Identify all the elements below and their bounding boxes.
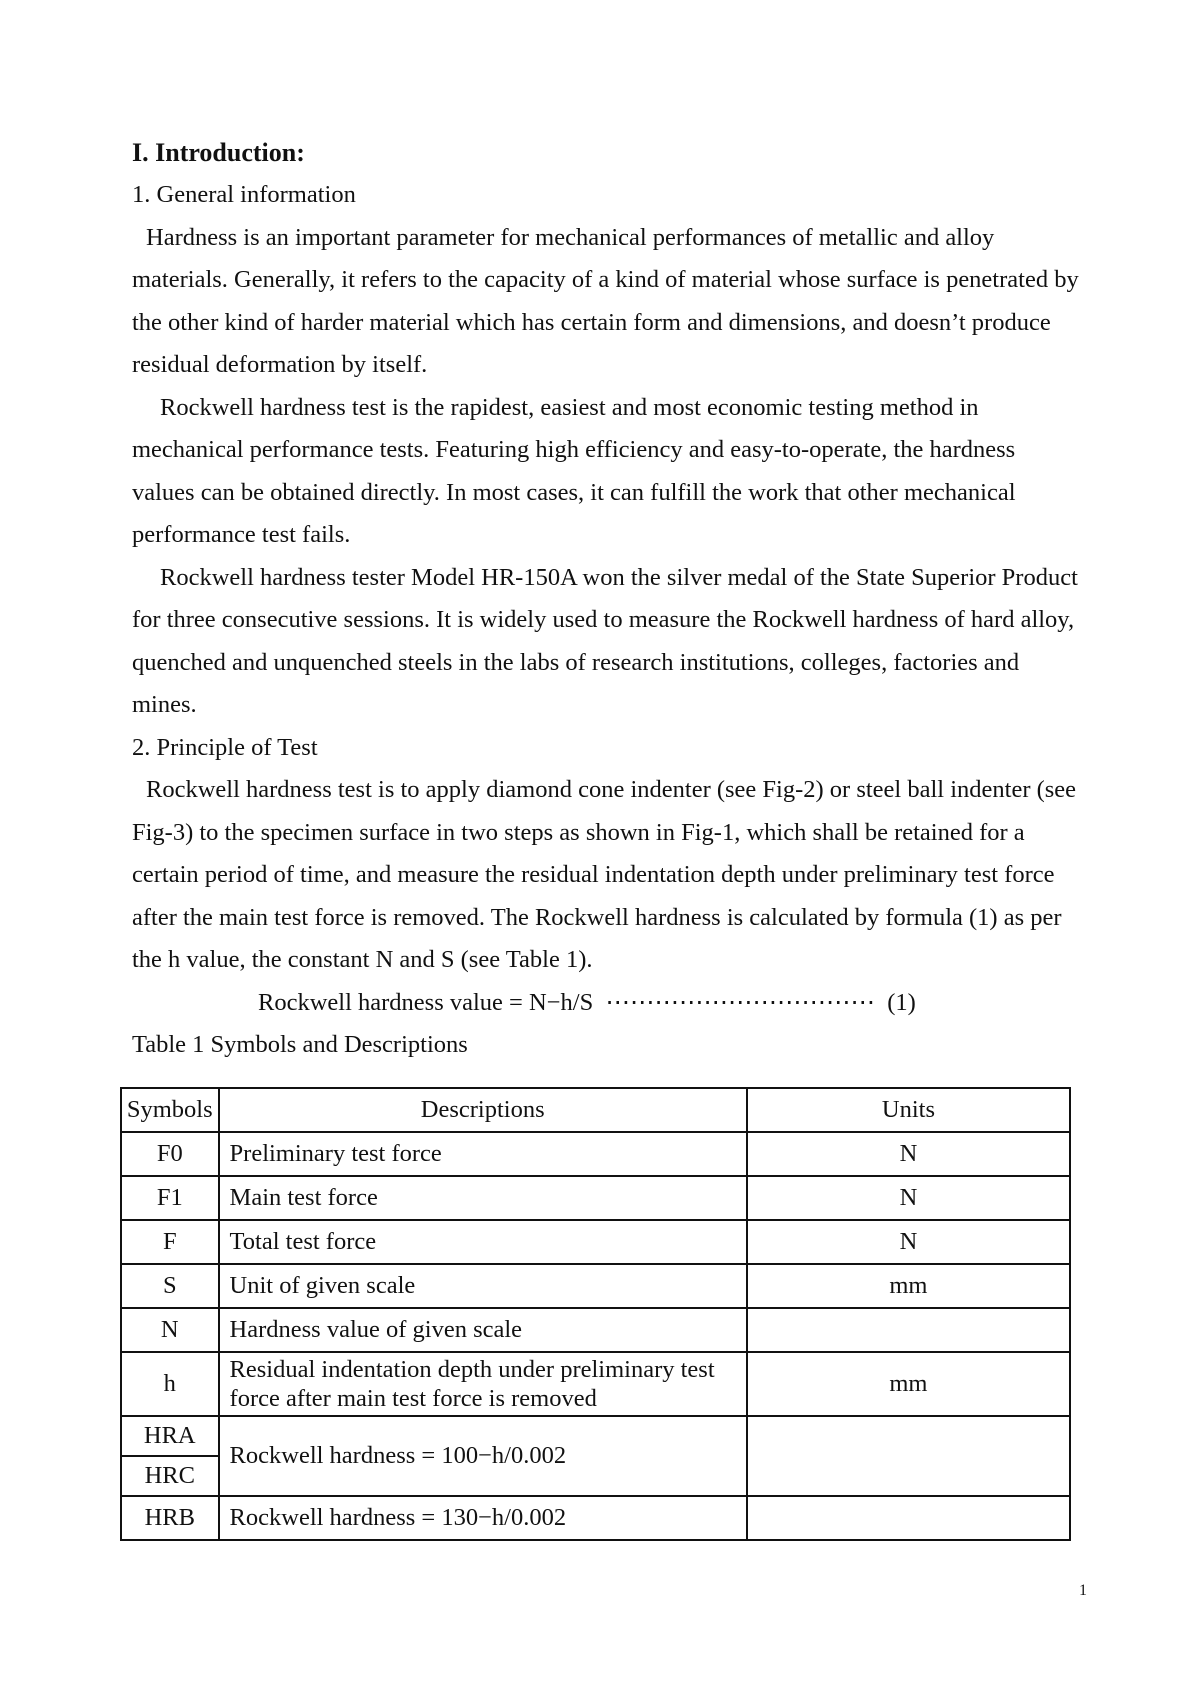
cell-unit: N (747, 1132, 1070, 1176)
table-row (121, 1496, 1070, 1540)
cell-description: Hardness value of given scale (219, 1308, 747, 1352)
cell-symbol: F (121, 1220, 219, 1264)
cell-description: Preliminary test force (219, 1132, 747, 1176)
formula-1: Rockwell hardness value = N−h/S ⋯⋯⋯⋯⋯⋯⋯⋯⋯⋯⋯ (1) (258, 988, 916, 1016)
cell-unit (747, 1496, 1070, 1540)
cell-description: Total test force (219, 1220, 747, 1264)
cell-unit: N (747, 1176, 1070, 1220)
cell-unit (747, 1308, 1070, 1352)
cell-unit: mm (747, 1264, 1070, 1308)
table-row (121, 1132, 1070, 1176)
paragraph-hr150a: Rockwell hardness tester Model HR-150A won the silver medal of the State Superior Product for three consecutive sessions. It is widely used to measure the Rockwell hardness of hard alloy, quenched and unquenched steels in the labs of research institutions, colleges, factories and mines. (132, 563, 1078, 718)
table-row (121, 1264, 1070, 1308)
cell-symbol: HRA (121, 1416, 219, 1456)
paragraph-rockwell-test: Rockwell hardness test is the rapidest, easiest and most economic testing method in mechanical performance tests. Featuring high efficiency and easy-to-operate, the hardness values can be obtained directly. In most cases, it can fulfill the work that other mechanical performance test fails. (132, 393, 1016, 548)
header-units: Units (747, 1088, 1070, 1132)
table-row (121, 1308, 1070, 1352)
cell-symbol: S (121, 1264, 219, 1308)
paragraph-principle: Rockwell hardness test is to apply diamond cone indenter (see Fig-2) or steel ball indenter (see Fig-3) to the specimen surface in two steps as shown in Fig-1, which shall be retained for a certain period of time, and measure the residual indentation depth under preliminary test force after the main test force is removed. The Rockwell hardness is calculated by formula (1) as per the h value, the constant N and S (see Table 1). (132, 776, 1077, 973)
header-symbols: Symbols (121, 1088, 219, 1132)
symbols-table (120, 1087, 1071, 1541)
cell-unit: N (747, 1220, 1070, 1264)
cell-symbol: h (121, 1352, 219, 1416)
cell-symbol: HRC (121, 1456, 219, 1496)
cell-unit: mm (747, 1352, 1070, 1416)
paragraph-hardness: Hardness is an important parameter for mechanical performances of metallic and alloy materials. Generally, it refers to the capacity of a kind of material whose surface is penetrated by the other kind of harder material which has certain form and dimensions, and doesn’t produce residual deformation by itself. (132, 223, 1079, 378)
cell-description: Unit of given scale (219, 1264, 747, 1308)
general-information-title: 1. General information (132, 181, 356, 208)
cell-symbol: F0 (121, 1132, 219, 1176)
page-content (126, 132, 1082, 1541)
cell-description: Rockwell hardness = 100−h/0.002 (219, 1416, 747, 1496)
page-number: 1 (1079, 1582, 1087, 1599)
section-heading: I. Introduction: (132, 138, 305, 167)
cell-description: Main test force (219, 1176, 747, 1220)
principle-of-test-title: 2. Principle of Test (132, 733, 318, 761)
table-row (121, 1220, 1070, 1264)
cell-description: Residual indentation depth under preliminary test force after main test force is removed (219, 1352, 747, 1416)
table-header-row (121, 1088, 1070, 1132)
cell-symbol: F1 (121, 1176, 219, 1220)
cell-symbol: HRB (121, 1496, 219, 1540)
table-caption: Table 1 Symbols and Descriptions (132, 1031, 468, 1058)
table-row (121, 1176, 1070, 1220)
cell-symbol: N (121, 1308, 219, 1352)
table-row (121, 1416, 1070, 1456)
cell-description: Rockwell hardness = 130−h/0.002 (219, 1496, 747, 1540)
table-row (121, 1352, 1070, 1416)
cell-unit (747, 1416, 1070, 1496)
header-descriptions: Descriptions (219, 1088, 747, 1132)
